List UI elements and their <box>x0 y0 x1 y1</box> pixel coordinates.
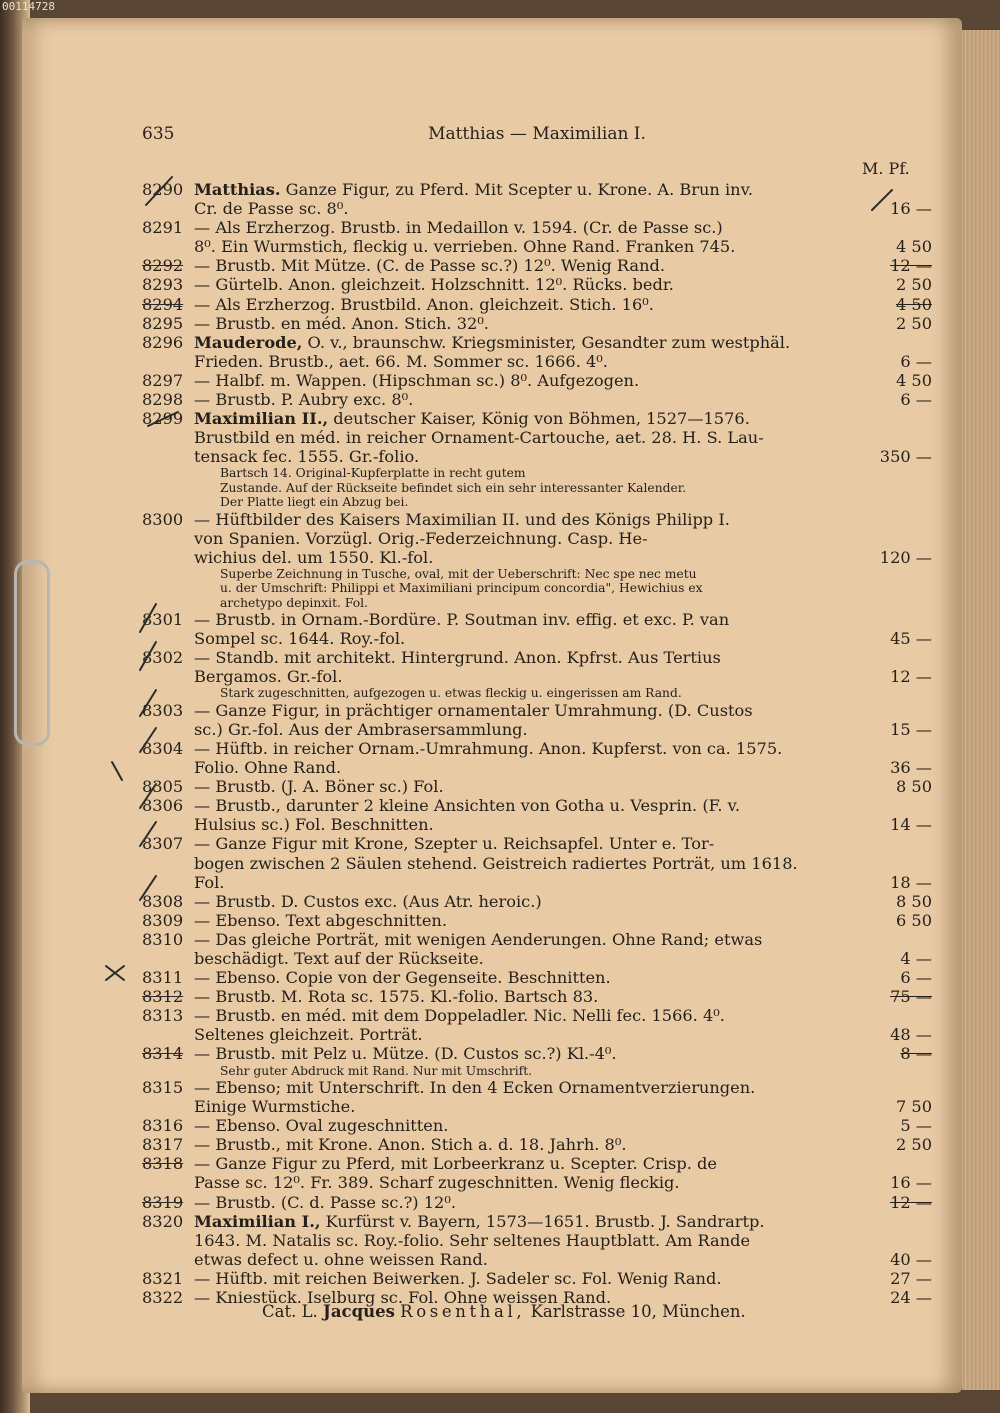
entry-price: 14 — <box>890 815 932 835</box>
footer-firm-last: Rosenthal, <box>400 1302 526 1321</box>
entry-text: archetypo depinxit. Fol. <box>220 595 368 610</box>
entry-text: O. v., braunschw. Kriegsminister, Gesandter zum westphäl. <box>302 332 791 352</box>
catalog-entry-8296 <box>142 333 932 352</box>
page-footer <box>262 1302 746 1321</box>
entry-description <box>194 1116 448 1135</box>
entry-text: Frieden. Brustb., aet. 66. M. Sommer sc. 1666. 4⁰. <box>194 351 608 371</box>
entry-price: 6 — <box>900 351 932 371</box>
catalog-entry-8299 <box>142 409 932 428</box>
entry-description <box>194 428 764 447</box>
catalog-entry-continuation <box>142 548 932 567</box>
entry-text: Superbe Zeichnung in Tusche, oval, mit der Ueberschrift: Nec spe nec metu <box>220 566 697 581</box>
entry-text: Sehr guter Abdruck mit Rand. Nur mit Umschrift. <box>220 1063 533 1078</box>
entry-text: — Als Erzherzog. Brustb. in Medaillon v. 1594. (Cr. de Passe sc.) <box>194 218 723 238</box>
entry-description <box>194 610 729 629</box>
catalog-entry-continuation <box>142 428 932 447</box>
entry-text: — Brustb. (C. d. Passe sc.?) 12⁰. <box>194 1192 456 1212</box>
entry-description <box>220 481 686 495</box>
entry-text: — Brustb. P. Aubry exc. 8⁰. <box>194 390 414 410</box>
lot-number: 8315 <box>142 1077 184 1097</box>
entry-text: — Als Erzherzog. Brustbild. Anon. gleichzeit. Stich. 16⁰. <box>194 294 654 314</box>
catalog-entry-8320 <box>142 1212 932 1231</box>
catalog-entry-8321 <box>142 1269 932 1288</box>
catalog-entry-continuation <box>142 1064 932 1078</box>
entry-price: 6 50 <box>895 910 932 930</box>
entry-price: 2 50 <box>895 275 932 295</box>
entry-description <box>194 892 542 911</box>
entry-description <box>194 815 434 834</box>
entry-description <box>194 390 413 409</box>
lot-number: 8293 <box>142 275 184 295</box>
entry-text: — Brustb. en méd. mit dem Doppeladler. Nic. Nelli fec. 1566. 4⁰. <box>194 1006 725 1026</box>
entry-price: 120 — <box>879 547 932 567</box>
entry-price: 12 — <box>890 667 932 687</box>
lot-number: 8292 <box>142 256 184 276</box>
catalog-entry-continuation <box>142 495 932 509</box>
catalog-entry-continuation <box>142 629 932 648</box>
entry-price: 16 — <box>890 1173 932 1193</box>
entry-price: 16 — <box>890 199 932 219</box>
entry-description <box>194 834 714 853</box>
lot-number: 8316 <box>142 1116 184 1136</box>
entry-description <box>194 758 341 777</box>
catalog-entry-continuation <box>142 873 932 892</box>
catalog-entry-8313 <box>142 1006 932 1025</box>
entry-price: 2 50 <box>895 1135 932 1155</box>
entry-description <box>194 314 489 333</box>
entry-description <box>194 854 798 873</box>
entry-price: 4 — <box>900 949 932 969</box>
lot-number: 8296 <box>142 332 184 352</box>
entry-text: von Spanien. Vorzügl. Orig.-Federzeichnung. Casp. He- <box>194 528 648 548</box>
catalog-entry-8318 <box>142 1154 932 1173</box>
catalog-entry-8314 <box>142 1044 932 1063</box>
entry-text: — Ebenso. Oval zugeschnitten. <box>194 1116 449 1136</box>
catalog-entry-continuation <box>142 1231 932 1250</box>
entry-text: Hulsius sc.) Fol. Beschnitten. <box>194 815 434 835</box>
catalog-entry-continuation <box>142 667 932 686</box>
entry-price: 6 — <box>900 390 932 410</box>
lot-number: 8317 <box>142 1135 184 1155</box>
entry-text: Stark zugeschnitten, aufgezogen u. etwas fleckig u. eingerissen am Rand. <box>220 686 682 701</box>
entry-text: — Brustb., darunter 2 kleine Ansichten von Gotha u. Vesprin. (F. v. <box>194 796 741 816</box>
entry-text: 1643. M. Natalis sc. Roy.-folio. Sehr seltenes Hauptblatt. Am Rande <box>194 1230 751 1250</box>
entry-description <box>194 949 484 968</box>
entry-text: Sompel sc. 1644. Roy.-fol. <box>194 629 406 649</box>
catalog-entry-continuation <box>142 596 932 610</box>
lot-number: 8310 <box>142 929 184 949</box>
catalog-entry-continuation <box>142 466 932 480</box>
entry-description <box>194 295 654 314</box>
entry-text: — Ganze Figur, in prächtiger ornamentaler Umrahmung. (D. Custos <box>194 700 753 720</box>
entry-text: Ganze Figur, zu Pferd. Mit Scepter u. Krone. A. Brun inv. <box>280 180 753 199</box>
entry-text: — Halbf. m. Wappen. (Hipschman sc.) 8⁰. Aufgezogen. <box>194 370 640 390</box>
catalog-entry-8305 <box>142 777 932 796</box>
lot-number: 8303 <box>142 700 184 720</box>
catalog-entry-continuation <box>142 352 932 371</box>
catalog-entries <box>142 180 932 1307</box>
catalog-entry-continuation <box>142 199 932 218</box>
entry-description <box>220 567 697 581</box>
entry-description <box>194 1097 355 1116</box>
entry-text: — Ebenso; mit Unterschrift. In den 4 Ecken Ornamentverzierungen. <box>194 1077 756 1097</box>
entry-description <box>194 1173 680 1192</box>
entry-price: 18 — <box>890 872 932 892</box>
entry-price: 12 — <box>890 256 932 276</box>
entry-description <box>220 495 408 509</box>
catalog-entry-continuation <box>142 758 932 777</box>
catalog-entry-8295 <box>142 314 932 333</box>
entry-description <box>194 333 790 352</box>
entry-description <box>194 987 598 1006</box>
entry-description <box>194 409 750 428</box>
entry-price: 40 — <box>890 1249 932 1269</box>
lot-number: 8297 <box>142 370 184 390</box>
lot-number: 8307 <box>142 834 184 854</box>
lot-number: 8313 <box>142 1006 184 1026</box>
entry-description <box>220 581 703 595</box>
entry-text: — Ebenso. Copie von der Gegenseite. Beschnitten. <box>194 968 611 988</box>
entry-description <box>194 352 608 371</box>
lot-number: 8294 <box>142 294 184 314</box>
entry-price: 45 — <box>890 629 932 649</box>
footer-firm-first: Jacques <box>323 1302 395 1321</box>
entry-text: etwas defect u. ohne weissen Rand. <box>194 1249 488 1269</box>
lot-number: 8295 <box>142 313 184 333</box>
catalog-entry-8293 <box>142 275 932 294</box>
lot-number: 8318 <box>142 1154 184 1174</box>
entry-description <box>194 1193 456 1212</box>
entry-price: 36 — <box>890 758 932 778</box>
entry-text: — Brustb. Mit Mütze. (C. de Passe sc.?) 12⁰. Wenig Rand. <box>194 256 666 276</box>
entry-text: wichius del. um 1550. Kl.-fol. <box>194 547 434 567</box>
entry-price: 4 50 <box>895 294 932 314</box>
entry-text: — Brustb., mit Krone. Anon. Stich a. d. 18. Jahrh. 8⁰. <box>194 1135 627 1155</box>
catalog-entry-8290 <box>142 180 932 199</box>
lot-number: 8304 <box>142 738 184 758</box>
entry-description <box>194 648 721 667</box>
page-edges <box>962 30 1000 1390</box>
entry-subject: Maximilian II., <box>194 409 329 429</box>
entry-text: Passe sc. 12⁰. Fr. 389. Scharf zugeschnitten. Wenig fleckig. <box>194 1173 680 1193</box>
entry-text: Bartsch 14. Original-Kupferplatte in recht gutem <box>220 466 526 481</box>
catalog-entry-8317 <box>142 1135 932 1154</box>
catalog-entry-continuation <box>142 567 932 581</box>
entry-price: 8 50 <box>895 777 932 797</box>
lot-number: 8319 <box>142 1192 184 1212</box>
entry-description <box>194 667 342 686</box>
entry-text: tensack fec. 1555. Gr.-folio. <box>194 447 420 467</box>
catalog-entry-8303 <box>142 701 932 720</box>
lot-number: 8308 <box>142 891 184 911</box>
entry-text: sc.) Gr.-fol. Aus der Ambrasersammlung. <box>194 719 528 739</box>
catalog-entry-continuation <box>142 581 932 595</box>
entry-description <box>194 968 611 987</box>
catalog-entry-continuation <box>142 1097 932 1116</box>
catalog-entry-8308 <box>142 892 932 911</box>
entry-description <box>194 199 348 218</box>
entry-price: 4 50 <box>895 237 932 257</box>
lot-number: 8301 <box>142 610 184 630</box>
entry-text: beschädigt. Text auf der Rückseite. <box>194 949 484 969</box>
entry-description <box>220 466 526 480</box>
entry-text: — Brustb. mit Pelz u. Mütze. (D. Custos sc.?) Kl.-4⁰. <box>194 1044 617 1064</box>
entry-description <box>194 873 224 892</box>
lot-number: 8314 <box>142 1044 184 1064</box>
entry-description <box>194 275 674 294</box>
lot-number: 8306 <box>142 796 184 816</box>
catalog-entry-continuation <box>142 529 932 548</box>
entry-text: Einige Wurmstiche. <box>194 1097 356 1117</box>
entry-description <box>194 529 648 548</box>
entry-text: Brustbild en méd. in reicher Ornament-Cartouche, aet. 28. H. S. Lau- <box>194 428 764 448</box>
entry-subject: Maximilian I., <box>194 1211 321 1231</box>
entry-description <box>194 371 639 390</box>
entry-text: — Brustb. (J. A. Böner sc.) Fol. <box>194 777 444 797</box>
entry-description <box>194 237 735 256</box>
entry-text: Bergamos. Gr.-fol. <box>194 667 343 687</box>
catalog-entry-8292 <box>142 256 932 275</box>
entry-text: — Kniestück. Iselburg sc. Fol. Ohne weissen Rand. <box>194 1288 612 1307</box>
entry-text: Zustande. Auf der Rückseite befindet sich ein sehr interessanter Kalender. <box>220 480 687 495</box>
entry-text: — Hüftbilder des Kaisers Maximilian II. und des Königs Philipp I. <box>194 509 730 529</box>
entry-text: — Ganze Figur zu Pferd, mit Lorbeerkranz u. Scepter. Crisp. de <box>194 1154 717 1174</box>
entry-text: Fol. <box>194 872 225 892</box>
catalog-entry-8310 <box>142 930 932 949</box>
entry-text: Cr. de Passe sc. 8⁰. <box>194 199 349 219</box>
entry-price: 7 50 <box>895 1097 932 1117</box>
catalog-entry-continuation <box>142 1250 932 1269</box>
scan-id-mark: 00114728 <box>2 0 55 13</box>
entry-description <box>194 447 419 466</box>
catalog-entry-8298 <box>142 390 932 409</box>
lot-number: 8290 <box>142 180 184 199</box>
entry-price: 27 — <box>890 1268 932 1288</box>
entry-text: — Brustb. D. Custos exc. (Aus Atr. heroic.) <box>194 891 542 911</box>
lot-number: 8311 <box>142 968 184 988</box>
entry-description <box>194 720 528 739</box>
entry-description <box>194 1154 717 1173</box>
catalog-entry-continuation <box>142 720 932 739</box>
footer-address: Karlstrasse 10, München. <box>530 1302 746 1321</box>
catalog-entry-continuation <box>142 815 932 834</box>
footer-catalog-label: Cat. L. <box>262 1302 318 1321</box>
entry-price: 4 50 <box>895 370 932 390</box>
entry-price: 24 — <box>890 1288 932 1307</box>
entry-description <box>194 1025 423 1044</box>
catalog-entry-8306 <box>142 796 932 815</box>
entry-subject: Mauderode, <box>194 332 303 352</box>
entry-text: Folio. Ohne Rand. <box>194 758 342 778</box>
entry-price: 12 — <box>890 1192 932 1212</box>
page-number: 635 <box>142 124 175 144</box>
entry-description <box>194 1212 765 1231</box>
entry-description <box>194 1135 626 1154</box>
entry-description <box>194 1269 722 1288</box>
entry-description <box>194 701 753 720</box>
catalog-entry-8302 <box>142 648 932 667</box>
entry-description <box>194 1078 755 1097</box>
catalog-entry-continuation <box>142 854 932 873</box>
entry-text: — Brustb. en méd. Anon. Stich. 32⁰. <box>194 313 489 333</box>
entry-price: 8 50 <box>895 891 932 911</box>
entry-text: Der Platte liegt ein Abzug bei. <box>220 495 409 510</box>
entry-price: 15 — <box>890 719 932 739</box>
entry-description <box>194 1250 488 1269</box>
catalog-entry-8294 <box>142 295 932 314</box>
lot-number: 8302 <box>142 648 184 668</box>
catalog-entry-8311 <box>142 968 932 987</box>
entry-description <box>194 510 730 529</box>
catalog-entry-8309 <box>142 911 932 930</box>
entry-price: 75 — <box>890 987 932 1007</box>
price-column-header: M. Pf. <box>862 159 910 178</box>
entry-price: 48 — <box>890 1025 932 1045</box>
catalog-entry-continuation <box>142 1025 932 1044</box>
lot-number: 8321 <box>142 1268 184 1288</box>
entry-description <box>194 739 782 758</box>
entry-description <box>194 180 753 199</box>
catalog-entry-8300 <box>142 510 932 529</box>
catalog-entry-8291 <box>142 218 932 237</box>
catalog-entry-continuation <box>142 237 932 256</box>
catalog-entry-8319 <box>142 1193 932 1212</box>
catalog-entry-continuation <box>142 949 932 968</box>
lot-number: 8291 <box>142 218 184 238</box>
catalog-entry-8297 <box>142 371 932 390</box>
entry-description <box>194 218 723 237</box>
catalog-entry-8307 <box>142 834 932 853</box>
catalog-entry-8315 <box>142 1078 932 1097</box>
paper-clip <box>14 560 50 746</box>
lot-number: 8312 <box>142 987 184 1007</box>
entry-price: 2 50 <box>895 313 932 333</box>
entry-text: — Hüftb. in reicher Ornam.-Umrahmung. Anon. Kupferst. von ca. 1575. <box>194 738 783 758</box>
entry-text: bogen zwischen 2 Säulen stehend. Geistreich radiertes Porträt, um 1618. <box>194 853 798 873</box>
entry-text: Kurfürst v. Bayern, 1573—1651. Brustb. J. Sandrartp. <box>320 1211 765 1231</box>
entry-price: 5 — <box>900 1116 932 1136</box>
entry-description <box>194 777 444 796</box>
catalog-entry-continuation <box>142 447 932 466</box>
entry-description <box>194 911 447 930</box>
entry-description <box>194 796 740 815</box>
lot-number: 8322 <box>142 1288 184 1307</box>
entry-text: Seltenes gleichzeit. Porträt. <box>194 1025 423 1045</box>
entry-description <box>194 1231 750 1250</box>
entry-text: 8⁰. Ein Wurmstich, fleckig u. verrieben. Ohne Rand. Franken 745. <box>194 237 736 257</box>
catalog-entry-continuation <box>142 686 932 700</box>
entry-description <box>194 256 665 275</box>
entry-text: — Ebenso. Text abgeschnitten. <box>194 910 447 930</box>
lot-number: 8299 <box>142 409 184 429</box>
entry-text: — Hüftb. mit reichen Beiwerken. J. Sadeler sc. Fol. Wenig Rand. <box>194 1268 722 1288</box>
entry-description <box>194 629 405 648</box>
entry-text: — Standb. mit architekt. Hintergrund. Anon. Kpfrst. Aus Tertius <box>194 648 721 668</box>
entry-price: 6 — <box>900 968 932 988</box>
catalog-entry-continuation <box>142 481 932 495</box>
entry-description <box>194 1006 725 1025</box>
page-header <box>142 124 932 148</box>
running-title: Matthias — Maximilian I. <box>428 124 646 144</box>
catalog-entry-8301 <box>142 610 932 629</box>
lot-number: 8305 <box>142 777 184 797</box>
catalog-entry-8316 <box>142 1116 932 1135</box>
entry-description <box>194 930 762 949</box>
catalog-entry-8304 <box>142 739 932 758</box>
entry-price: 8 — <box>900 1044 932 1064</box>
catalog-entry-continuation <box>142 1173 932 1192</box>
entry-text: — Brustb. in Ornam.-Bordüre. P. Soutman inv. effig. et exc. P. van <box>194 610 730 630</box>
entry-text: — Gürtelb. Anon. gleichzeit. Holzschnitt. 12⁰. Rücks. bedr. <box>194 275 674 295</box>
lot-number: 8320 <box>142 1211 184 1231</box>
entry-description <box>220 686 682 700</box>
entry-description <box>194 548 433 567</box>
entry-text: — Brustb. M. Rota sc. 1575. Kl.-folio. Bartsch 83. <box>194 987 599 1007</box>
entry-description <box>220 596 368 610</box>
entry-text: deutscher Kaiser, König von Böhmen, 1527—1576. <box>328 409 750 429</box>
lot-number: 8309 <box>142 910 184 930</box>
entry-text: — Das gleiche Porträt, mit wenigen Aenderungen. Ohne Rand; etwas <box>194 929 763 949</box>
entry-text: — Ganze Figur mit Krone, Szepter u. Reichsapfel. Unter e. Tor- <box>194 834 715 854</box>
entry-description <box>220 1064 532 1078</box>
lot-number: 8298 <box>142 390 184 410</box>
entry-text: u. der Umschrift: Philippi et Maximiliani principum concordia", Hewichius ex <box>220 581 703 596</box>
catalog-entry-8312 <box>142 987 932 1006</box>
lot-number: 8300 <box>142 509 184 529</box>
entry-price: 350 — <box>879 447 932 467</box>
entry-description <box>194 1044 617 1063</box>
entry-subject: Matthias. <box>194 180 281 199</box>
